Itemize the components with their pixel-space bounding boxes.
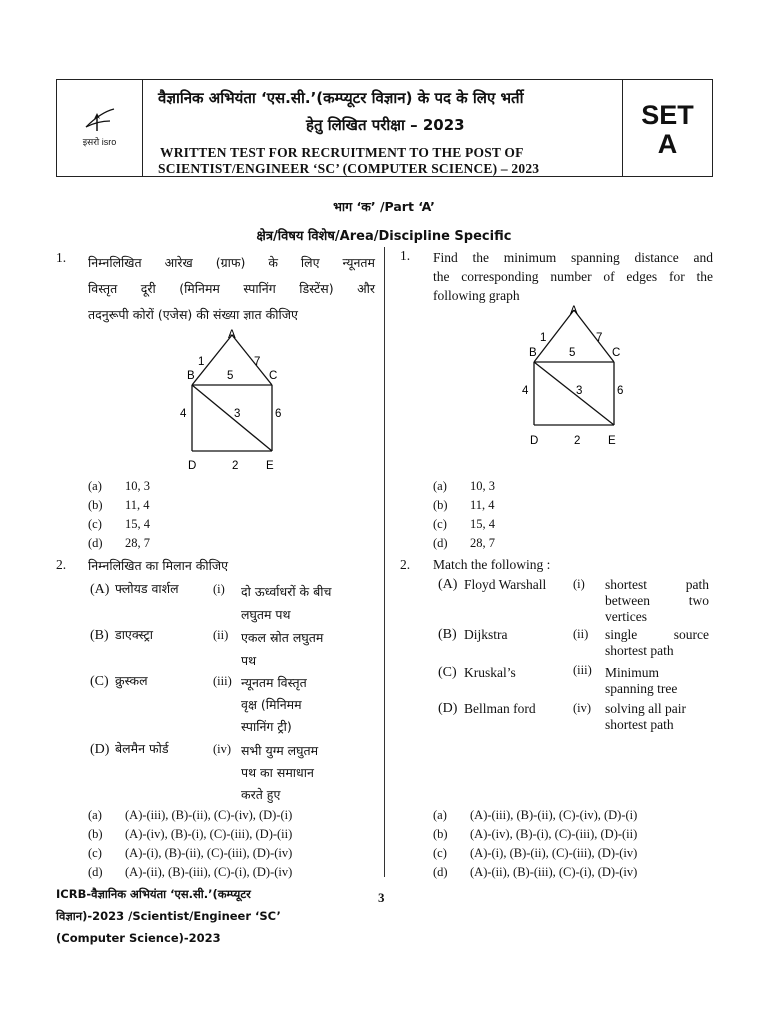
- q2-option[interactable]: (c) (A)-(i), (B)-(ii), (C)-(iii), (D)-(iv): [88, 846, 293, 860]
- match-roman: (i): [213, 582, 225, 596]
- match-item: Kruskal’s: [464, 665, 516, 680]
- edge-weight: 4: [180, 408, 187, 420]
- edge-weight: 1: [540, 332, 547, 344]
- edge-weight: 5: [227, 370, 234, 382]
- q1-option[interactable]: (c) 15, 4: [88, 517, 150, 531]
- match-letter: (C): [90, 674, 109, 689]
- q1-option[interactable]: (d) 28, 7: [433, 536, 495, 550]
- edge-weight: 6: [275, 408, 282, 420]
- match-desc-line: न्यूनतम विस्तृत: [241, 675, 307, 690]
- q2-number-hindi: 2.: [56, 557, 67, 572]
- match-roman: (ii): [213, 628, 229, 642]
- match-roman: (ii): [573, 627, 589, 641]
- match-desc-line: पथ का समाधान: [241, 765, 314, 780]
- q1-option[interactable]: (a) 10, 3: [433, 479, 495, 493]
- edge-weight: 4: [522, 385, 529, 397]
- match-item: फ्लोयड वार्शल: [115, 581, 179, 596]
- match-desc-line: सभी युग्म लघुतम: [241, 743, 319, 758]
- match-item: Floyd Warshall: [464, 577, 547, 592]
- isro-logo-icon: [56, 79, 143, 177]
- page-number: 3: [378, 890, 385, 905]
- match-row: [90, 626, 380, 672]
- q1-option[interactable]: (b) 11, 4: [433, 498, 495, 512]
- q2-hindi-intro: निम्नलिखित का मिलान कीजिए: [88, 558, 229, 573]
- vertex-label: E: [266, 460, 274, 472]
- vertex-label: D: [530, 435, 539, 447]
- footer-line: विज्ञान)-2023 /Scientist/Engineer ‘SC’: [56, 909, 281, 923]
- match-desc: [241, 626, 323, 672]
- match-letter: (B): [90, 628, 109, 643]
- match-roman: (iv): [573, 701, 592, 715]
- match-desc-line: पथ: [241, 653, 257, 668]
- q1-english-line: following graph: [433, 288, 520, 303]
- logo-text: इसरो isro: [82, 137, 117, 147]
- match-item: डाएक्स्ट्रा: [115, 627, 153, 642]
- edge-weight: 6: [617, 385, 624, 397]
- q1-english-line: the corresponding number of edges for the: [433, 269, 713, 284]
- match-item: क्रुस्कल: [115, 673, 148, 688]
- q1-number-hindi: 1.: [56, 250, 67, 265]
- match-desc: [605, 577, 709, 625]
- q2-option[interactable]: (d) (A)-(ii), (B)-(iii), (C)-(i), (D)-(iv): [433, 865, 638, 879]
- q2-option[interactable]: (c) (A)-(i), (B)-(ii), (C)-(iii), (D)-(iv): [433, 846, 638, 860]
- q2-option[interactable]: (a) (A)-(iii), (B)-(ii), (C)-(iv), (D)-(i): [88, 808, 293, 822]
- footer-line: ICRB-वैज्ञानिक अभियंता ‘एस.सी.’(कम्प्यूटर: [56, 887, 251, 901]
- vertex-label: D: [188, 460, 197, 472]
- vertex-label: C: [269, 370, 278, 382]
- vertex-label: A: [228, 329, 236, 341]
- match-desc: [605, 665, 709, 697]
- q1-option[interactable]: (b) 11, 4: [88, 498, 150, 512]
- match-desc-line: shortest path: [605, 577, 709, 592]
- q2-english-intro: Match the following :: [433, 557, 551, 572]
- match-row: [438, 701, 710, 737]
- q2-hindi-match-table: [90, 580, 380, 808]
- match-letter: (B): [438, 627, 457, 642]
- q2-option[interactable]: (d) (A)-(ii), (B)-(iii), (C)-(i), (D)-(iv): [88, 865, 293, 879]
- q1-number-english: 1.: [400, 248, 411, 263]
- match-desc-line: करते हुए: [241, 787, 281, 802]
- match-desc-line: Minimum: [605, 665, 660, 680]
- q1-english-line: Find the minimum spanning distance and: [433, 250, 713, 265]
- match-letter: (C): [438, 665, 457, 680]
- match-roman: (i): [573, 577, 585, 591]
- edge-weight: 2: [574, 435, 581, 447]
- match-desc: [241, 740, 318, 806]
- section-heading: क्षेत्र/विषय विशेष/Area/Discipline Specific: [256, 229, 512, 244]
- graph-figure-right: [514, 300, 644, 450]
- match-desc-line: shortest path: [605, 643, 674, 658]
- match-desc-line: solving all pair: [605, 701, 686, 716]
- q2-english-match-table: [438, 577, 710, 737]
- match-row: [438, 663, 710, 701]
- match-letter: (D): [438, 701, 458, 716]
- match-item: Dijkstra: [464, 627, 508, 642]
- match-desc: [241, 580, 331, 626]
- q1-options-left: [88, 476, 150, 552]
- match-letter: (A): [438, 577, 458, 592]
- title-english-line1: WRITTEN TEST FOR RECRUITMENT TO THE POST OF: [160, 145, 524, 160]
- q1-hindi-line: निम्नलिखित आरेख (ग्राफ) के लिए न्यूनतम: [88, 255, 375, 270]
- set-label: SET: [641, 100, 694, 130]
- q1-option[interactable]: (c) 15, 4: [433, 517, 495, 531]
- match-row: [438, 577, 710, 627]
- edge-weight: 7: [596, 332, 603, 344]
- match-roman: (iii): [213, 674, 232, 688]
- match-row: [90, 672, 380, 740]
- match-desc: [605, 627, 709, 659]
- match-desc-line: दो ऊर्ध्वाधरों के बीच: [241, 584, 332, 599]
- match-roman: (iii): [573, 663, 592, 677]
- edge-weight: 7: [254, 356, 261, 368]
- match-row: [438, 627, 710, 663]
- q2-options-right: [433, 805, 637, 881]
- q2-option[interactable]: (a) (A)-(iii), (B)-(ii), (C)-(iv), (D)-(i): [433, 808, 638, 822]
- set-letter: A: [657, 129, 678, 159]
- title-hindi-line2: हेतु लिखित परीक्षा – 2023: [306, 116, 465, 134]
- match-desc-line: shortest path: [605, 717, 674, 732]
- edge-weight: 2: [232, 460, 239, 472]
- match-desc-line: vertices: [605, 609, 647, 624]
- q1-options-right: [433, 476, 495, 552]
- match-item: Bellman ford: [464, 701, 536, 716]
- edge-weight: 3: [576, 385, 583, 397]
- footer-line: (Computer Science)-2023: [56, 931, 221, 945]
- column-divider: [384, 247, 385, 877]
- q1-hindi-line: विस्तृत दूरी (मिनिमम स्पानिंग डिस्टेंस) और: [88, 281, 375, 296]
- match-roman: (iv): [213, 742, 232, 756]
- vertex-label: C: [612, 347, 621, 359]
- match-desc: [605, 701, 709, 733]
- match-row: [90, 740, 380, 808]
- vertex-label: B: [529, 347, 537, 359]
- match-letter: (A): [90, 582, 110, 597]
- match-desc-line: वृक्ष (मिनिमम: [241, 697, 302, 712]
- graph-figure-left: [170, 325, 300, 475]
- match-desc: [241, 672, 307, 738]
- q1-english-text: [433, 248, 713, 305]
- match-letter: (D): [90, 742, 110, 757]
- match-row: [90, 580, 380, 626]
- match-item: बेलमैन फोर्ड: [115, 741, 169, 756]
- edge-weight: 5: [569, 347, 576, 359]
- q1-hindi-line: तदनुरूपी कोरों (एजेस) की संख्या ज्ञात कीजिए: [88, 307, 298, 322]
- part-heading: भाग ‘क’ /Part ‘A’: [333, 199, 435, 214]
- vertex-label: B: [187, 370, 195, 382]
- match-desc-line: spanning tree: [605, 681, 678, 696]
- vertex-label: E: [608, 435, 616, 447]
- title-hindi-line1: वैज्ञानिक अभियंता ‘एस.सी.’(कम्प्यूटर विज्ञान) के पद के लिए भर्ती: [158, 89, 524, 107]
- q2-option[interactable]: (b) (A)-(iv), (B)-(i), (C)-(iii), (D)-(ii): [433, 827, 638, 841]
- match-desc-line: single source: [605, 627, 709, 642]
- edge-weight: 3: [234, 408, 241, 420]
- logo-cell: [56, 79, 143, 177]
- edge-weight: 1: [198, 356, 205, 368]
- q1-hindi-text: [88, 250, 375, 328]
- q2-option[interactable]: (b) (A)-(iv), (B)-(i), (C)-(iii), (D)-(ii): [88, 827, 293, 841]
- match-desc-line: स्पानिंग ट्री): [241, 719, 292, 734]
- match-desc-line: लघुतम पथ: [241, 607, 291, 622]
- match-desc-line: between two: [605, 593, 709, 608]
- footer-text: [56, 883, 281, 949]
- title-english-line2: SCIENTIST/ENGINEER ‘SC’ (COMPUTER SCIENCE) – 2023: [158, 161, 540, 176]
- vertex-label: A: [570, 305, 578, 317]
- q1-option[interactable]: (a) 10, 3: [88, 479, 150, 493]
- match-desc-line: एकल स्रोत लघुतम: [241, 630, 324, 645]
- q2-number-english: 2.: [400, 557, 411, 572]
- q1-option[interactable]: (d) 28, 7: [88, 536, 150, 550]
- q2-options-left: [88, 805, 292, 881]
